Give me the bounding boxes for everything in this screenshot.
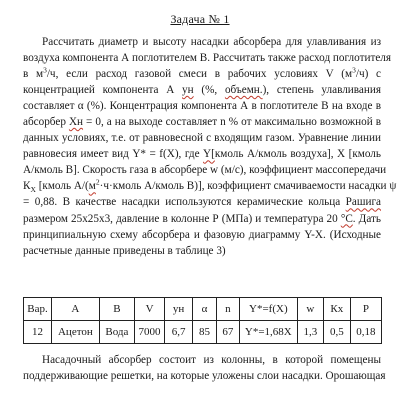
table-cell: Ацетон xyxy=(52,321,100,344)
text-line: = 0,88. В качестве насадки используются керамические кольца Рашига xyxy=(23,196,381,209)
data-table xyxy=(23,297,382,344)
table-header-cell: V xyxy=(135,298,165,321)
table-header-cell: n xyxy=(216,298,239,321)
text-line: Рассчитать диаметр и высоту насадки абсорбера для улавливания из xyxy=(42,36,381,48)
table-cell: 0,5 xyxy=(323,321,350,344)
table-header-row xyxy=(24,298,382,321)
task-title: Задача № 1 xyxy=(170,12,230,26)
table-header-cell: yн xyxy=(165,298,193,321)
task-paragraph xyxy=(23,34,397,259)
table-header-cell: Y*=f(X) xyxy=(239,298,297,321)
table-header-cell: Кх xyxy=(323,298,350,321)
table-row xyxy=(24,321,382,344)
text-line: составляет α (%). Концентрация компонента А в поглотителе В на входе в xyxy=(23,100,381,113)
table-header-cell: А xyxy=(52,298,100,321)
table-header-cell: Р xyxy=(350,298,381,321)
table-header-cell: α xyxy=(193,298,217,321)
table-cell: 85 xyxy=(193,321,217,344)
text-line: равновесия имеет вид Y* = f(X), где Y[кмоль А/кмоль воздуха], X [кмоль xyxy=(23,148,381,161)
text-line: воздуха компонента А поглотителем В. Рассчитать также расход поглотителя xyxy=(23,52,392,65)
text-line: поддерживающие решетки, на которые уложены слои насадки. Орошающая xyxy=(23,370,386,383)
table-cell: 1,3 xyxy=(297,321,323,344)
description-paragraph xyxy=(23,352,386,384)
table-header-cell: В xyxy=(99,298,134,321)
text-line: размером 25х25х3, давление в колонне Р (МПа) и температура 20 °С. Дать xyxy=(23,212,381,225)
text-line: расчетные данные приведены в таблице 3) xyxy=(23,244,226,257)
table-cell: Y*=1,68X xyxy=(239,321,297,344)
text-line: принципиальную схему абсорбера и фазовую диаграмму Y-X. (Исходные xyxy=(23,228,381,241)
text-line: концентрацией компонента А ун (%, объемн.), степень улавливания xyxy=(23,84,381,97)
table-cell: Вода xyxy=(99,321,134,344)
text-line: абсорбер Хн = 0, а на выходе составляет n % от максимально возможной в xyxy=(23,116,381,129)
table-header-cell: Вар. xyxy=(24,298,52,321)
table-cell: 0,18 xyxy=(350,321,381,344)
table-cell: 12 xyxy=(24,321,52,344)
table-cell: 67 xyxy=(216,321,239,344)
text-line: Насадочный абсорбер состоит из колонны, в которой помещены xyxy=(42,354,381,366)
table-cell: 6,7 xyxy=(165,321,193,344)
text-line: данных условиях, т.е. от равновесной с входящим газом. Уравнение линии xyxy=(23,132,381,145)
text-line: в $м^3/ч$, если расход газовой смеси в рабочих условиях V $(м^3/ч)$ с xyxy=(23,65,381,81)
text-line: А/кмоль В]. Скорость газа в абсорбере w (м/с), коэффициент массопередачи xyxy=(23,164,387,177)
table-cell: 7000 xyxy=(135,321,165,344)
text-line: $К_Х$ [кмоль $А/(м^2\cdot ч\cdot кмоль$ А/кмоль В)], коэффициент смачиваемости насадки ψ xyxy=(23,177,397,195)
table-header-cell: w xyxy=(297,298,323,321)
